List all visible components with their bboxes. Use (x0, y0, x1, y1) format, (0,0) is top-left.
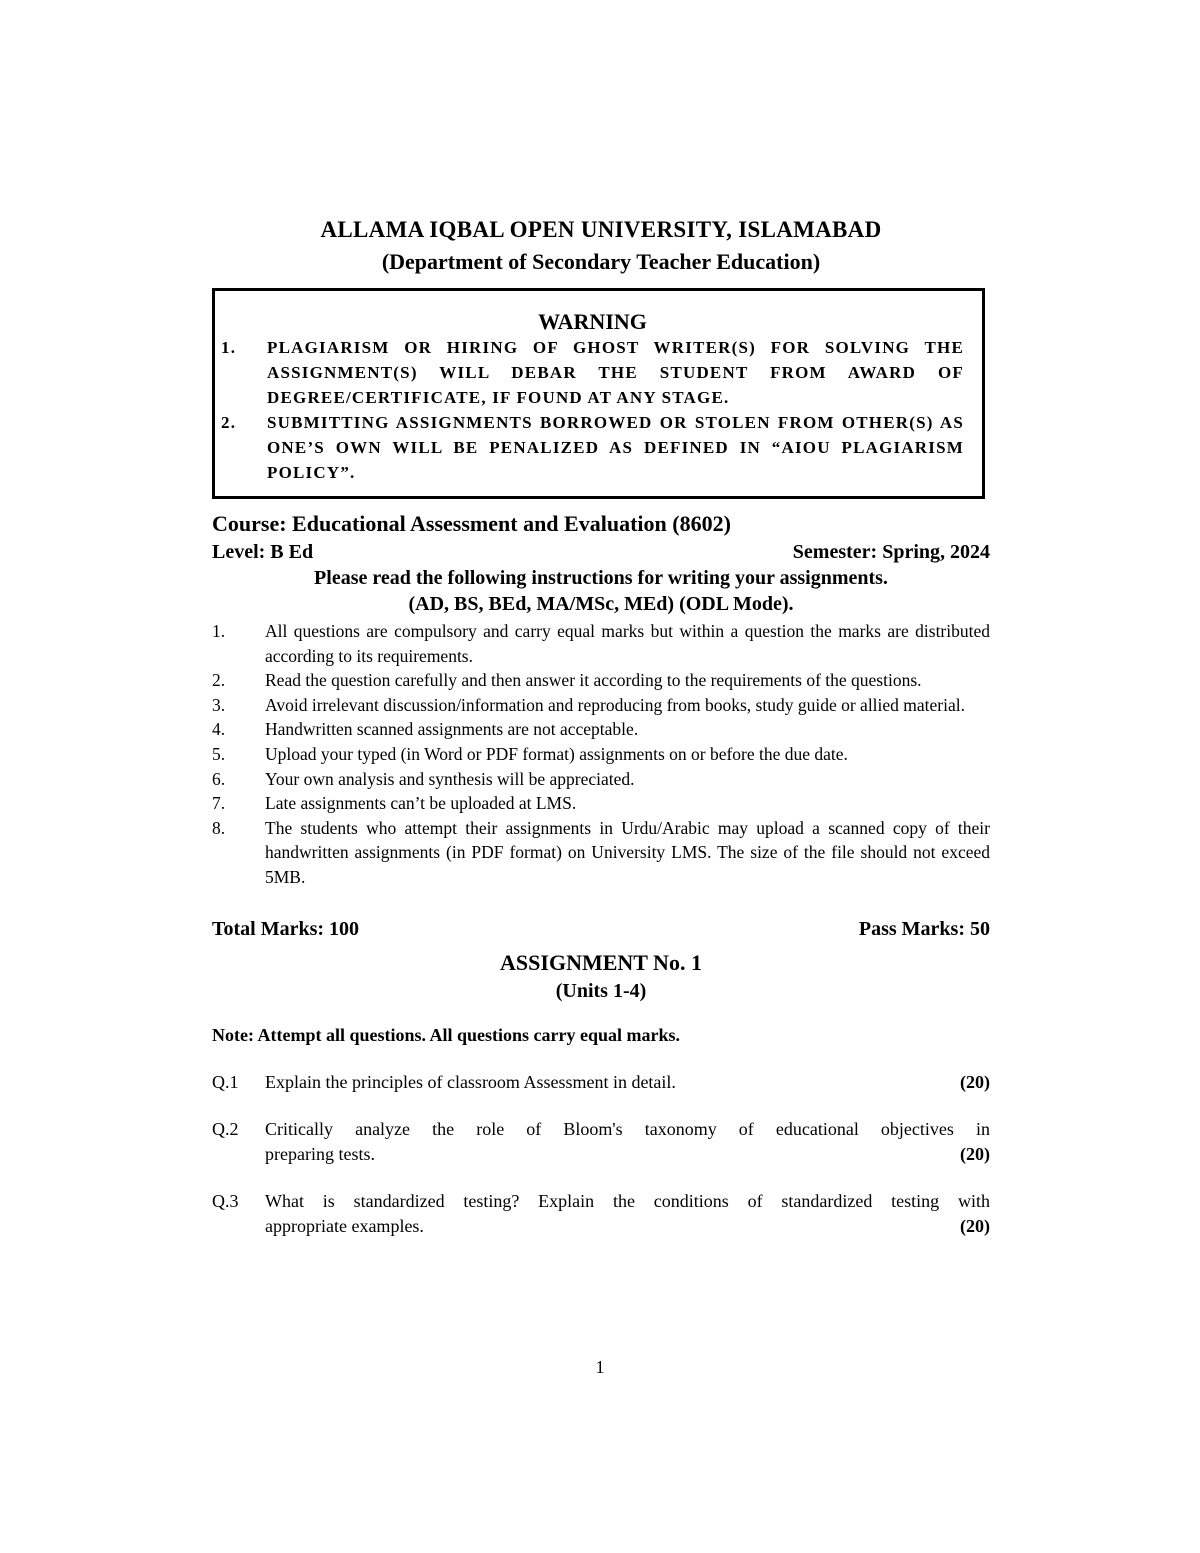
question-marks: (20) (960, 1071, 990, 1092)
instruction-text: Upload your typed (in Word or PDF format) assignments on or before the due date. (265, 743, 848, 764)
instruction-text: Your own analysis and synthesis will be appreciated. (265, 768, 635, 789)
question-text: What is standardized testing? Explain the conditions of standardized testing with (265, 1190, 990, 1211)
assignment-units: (Units 1-4) (555, 979, 647, 1002)
instruction-item (212, 767, 990, 792)
instruction-text: All questions are compulsory and carry equal marks but within a question the marks are distributed according to its requirements. (265, 621, 990, 666)
instruction-number: 1. (212, 621, 226, 641)
semester-label: Semester: Spring, 2024 (792, 541, 990, 563)
warning-item (221, 410, 964, 485)
instruction-number: 8. (212, 817, 226, 838)
instruction-number: 2. (212, 670, 226, 691)
instruction-item (212, 816, 990, 890)
instructions-list (212, 619, 990, 890)
page-number: 1 (595, 1357, 605, 1377)
level-semester-row (212, 539, 990, 565)
question-item (212, 1070, 990, 1095)
question-number: Q.1 (212, 1071, 239, 1092)
warning-item (221, 335, 964, 410)
question-number: Q.3 (212, 1190, 239, 1211)
instruction-text: Handwritten scanned assignments are not acceptable. (265, 719, 639, 740)
question-text: Explain the principles of classroom Assessment in detail. (265, 1071, 676, 1092)
level-label: Level: B Ed (212, 541, 314, 563)
instruction-item (212, 619, 990, 668)
assignment-title: ASSIGNMENT No. 1 (500, 949, 702, 975)
instructions-heading: Please read the following instructions for writing your assignments. (314, 567, 888, 589)
instruction-number: 6. (212, 768, 226, 789)
warning-item-number: 1. (221, 338, 237, 357)
course-title: Course: Educational Assessment and Evaluation (8602) (212, 511, 731, 536)
instruction-text: Late assignments can’t be uploaded at LMS. (265, 793, 577, 814)
warning-item-number: 2. (221, 413, 237, 432)
instruction-number: 4. (212, 719, 226, 740)
pass-marks: Pass Marks: 50 (858, 917, 990, 940)
question-text-continued: appropriate examples. (265, 1215, 424, 1236)
instruction-number: 7. (212, 793, 226, 814)
warning-title: WARNING (538, 309, 647, 334)
instruction-item (212, 668, 990, 693)
question-number: Q.2 (212, 1118, 239, 1139)
assignment-note: Note: Attempt all questions. All questions carry equal marks. (212, 1024, 680, 1045)
instruction-text: The students who attempt their assignments in Urdu/Arabic may upload a scanned copy of their handwritten assignments (in PDF format) on University LMS. The size of the file should not exceed 5MB. (265, 817, 990, 887)
instruction-number: 3. (212, 694, 226, 715)
question-marks: (20) (960, 1215, 990, 1236)
instruction-text: Read the question carefully and then answer it according to the requirements of the questions. (265, 670, 922, 691)
question-text-continued: preparing tests. (265, 1143, 375, 1164)
marks-row (212, 916, 990, 942)
instruction-item (212, 742, 990, 767)
warning-item-text: SUBMITTING ASSIGNMENTS BORROWED OR STOLEN FROM OTHER(S) AS ONE’S OWN WILL BE PENALIZED AS DEFINED IN “AIOU PLAGIARISM POLICY”. (267, 413, 964, 482)
instruction-item (212, 791, 990, 816)
instruction-number: 5. (212, 743, 226, 764)
instruction-item (212, 717, 990, 742)
document-page (212, 214, 990, 1239)
warning-box (212, 288, 985, 499)
question-item (212, 1189, 990, 1239)
instruction-text: Avoid irrelevant discussion/information and reproducing from books, study guide or allied material. (265, 694, 965, 715)
warning-item-text: PLAGIARISM OR HIRING OF GHOST WRITER(S) FOR SOLVING THE ASSIGNMENT(S) WILL DEBAR THE STUDENT FROM AWARD OF DEGREE/CERTIFICATE, IF FOUND AT ANY STAGE. (267, 338, 964, 407)
department-title: (Department of Secondary Teacher Education) (381, 249, 821, 274)
instruction-item (212, 693, 990, 718)
total-marks: Total Marks: 100 (212, 917, 360, 940)
question-text: Critically analyze the role of Bloom's taxonomy of educational objectives in (265, 1118, 990, 1139)
question-marks: (20) (960, 1143, 990, 1164)
question-item (212, 1117, 990, 1167)
instructions-programs: (AD, BS, BEd, MA/MSc, MEd) (ODL Mode). (408, 593, 794, 615)
university-title: ALLAMA IQBAL OPEN UNIVERSITY, ISLAMABAD (320, 217, 882, 242)
